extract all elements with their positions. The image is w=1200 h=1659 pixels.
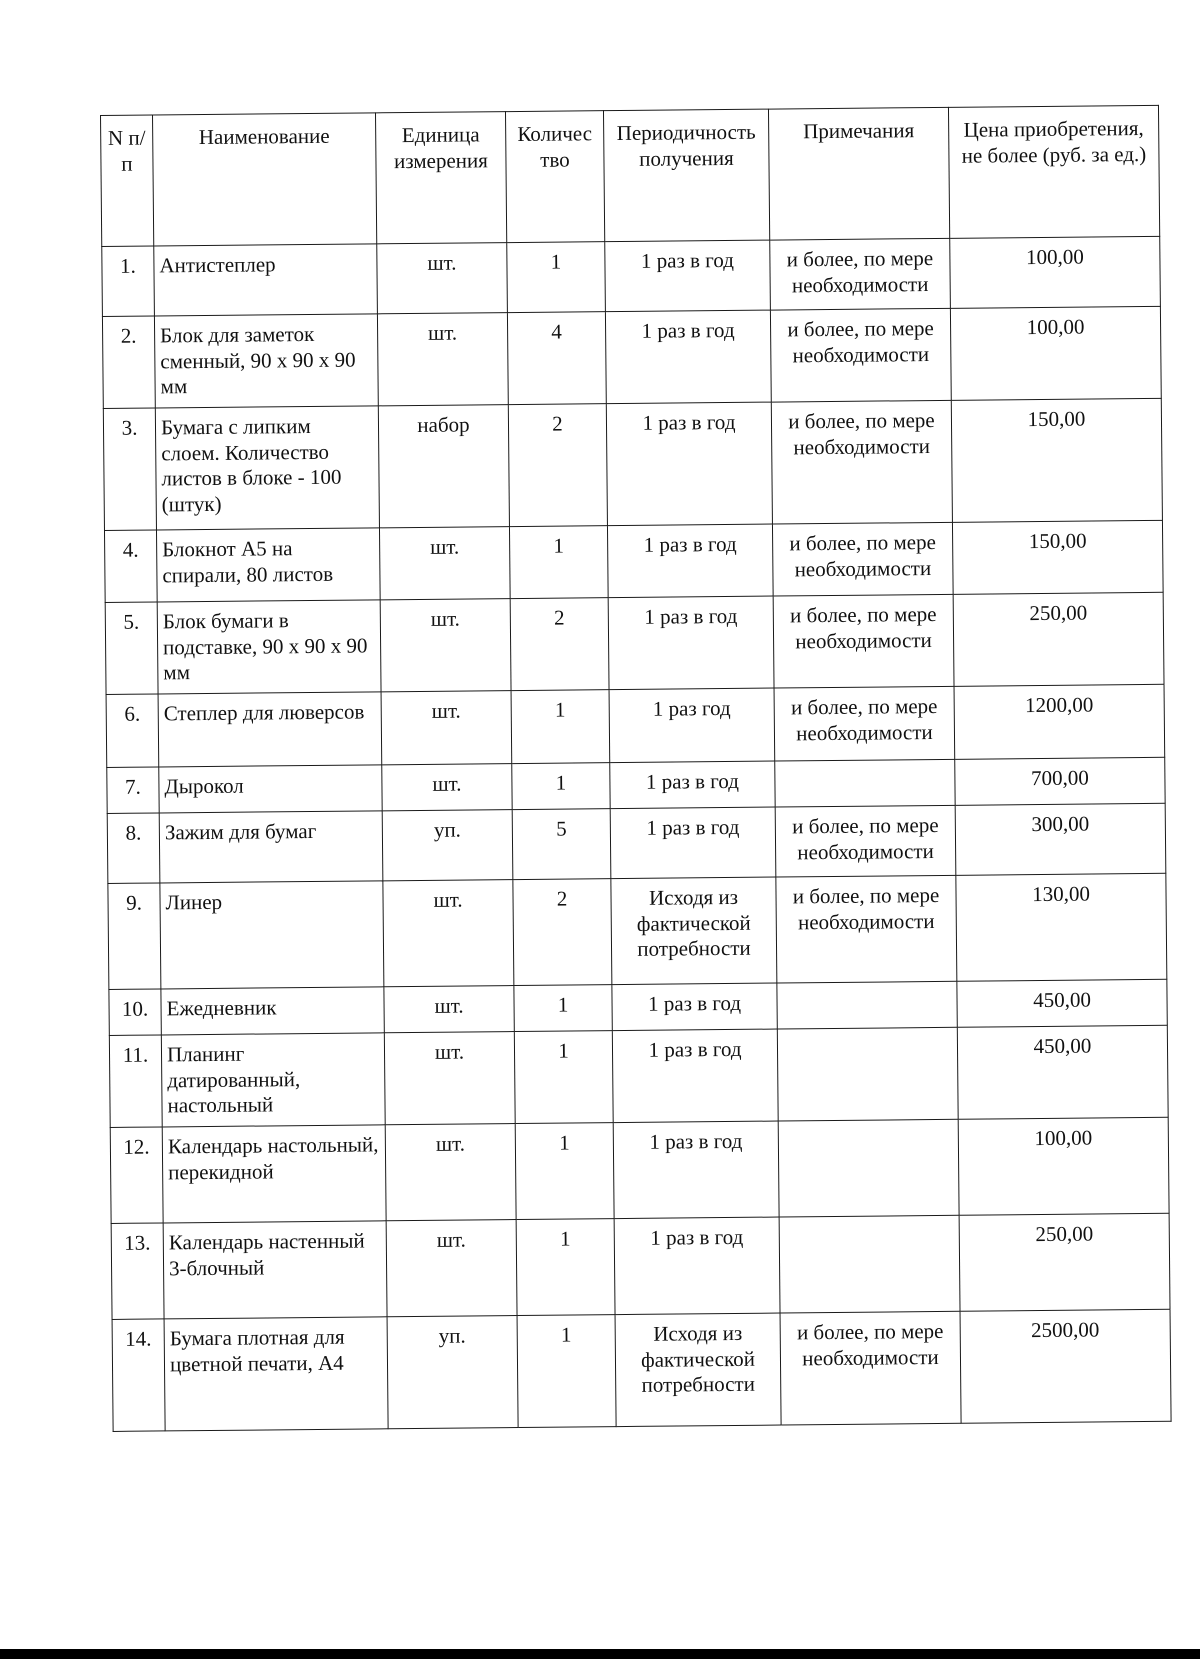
item-periodicity: 1 раз в год [605,310,771,404]
item-note: и более, по мере необходимости [774,686,955,761]
item-name: Планинг датированный, настольный [161,1033,385,1127]
item-periodicity: 1 раз в год [610,761,775,809]
item-quantity: 1 [511,690,610,764]
item-quantity: 1 [512,763,610,810]
header-unit: Единица измерения [375,112,506,244]
item-quantity: 1 [507,242,606,313]
item-periodicity: 1 раз в год [614,1217,780,1315]
item-unit: шт. [382,764,512,811]
item-periodicity: 1 раз в год [606,402,772,526]
item-periodicity: 1 раз в год [610,807,776,879]
item-quantity: 2 [508,404,607,527]
item-note: и более, по мере необходимости [776,875,957,983]
item-name: Дырокол [159,765,382,813]
header-quantity: Количес тво [505,111,604,243]
table-row [102,306,1161,408]
item-note: и более, по мере необходимости [772,522,953,596]
row-number: 1. [102,246,155,316]
table-row [106,684,1165,767]
item-periodicity: Исходя из фактической потребности [615,1313,781,1427]
row-number: 13. [111,1223,164,1319]
item-price: 700,00 [955,757,1165,805]
table-row [102,236,1161,316]
row-number: 14. [112,1319,165,1431]
row-number: 2. [102,316,155,408]
item-unit: шт. [383,880,514,987]
row-number: 10. [109,989,161,1035]
item-quantity: 1 [509,526,608,599]
item-price: 150,00 [952,520,1163,594]
header-number: N п/п [101,115,154,246]
scan-bottom-edge [0,1649,1200,1659]
table-row [104,520,1163,602]
item-price: 250,00 [953,592,1164,686]
item-periodicity: 1 раз год [609,688,775,763]
row-number: 12. [110,1127,163,1223]
item-price: 100,00 [958,1117,1169,1215]
item-note: и более, по мере необходимости [771,400,952,524]
item-name: Блок бумаги в подставке, 90 х 90 х 90 мм [157,600,381,694]
item-quantity: 1 [514,1031,613,1124]
table-row [111,1213,1170,1319]
item-quantity: 1 [517,1315,616,1428]
row-number: 5. [105,602,158,694]
item-name: Степлер для люверсов [158,692,382,767]
supplies-table [100,105,1172,1432]
header-periodicity: Периодичность получения [603,109,769,242]
row-number: 8. [107,813,160,883]
item-note: и более, по мере необходимости [770,238,951,310]
row-number: 3. [103,408,156,530]
item-price: 450,00 [957,1025,1168,1119]
item-name: Бумага с липким слоем. Количество листов в блоке - 100 (штук) [155,406,379,530]
header-price: Цена приобретения, не более (руб. за ед.) [948,105,1159,238]
item-price: 100,00 [950,306,1161,400]
item-quantity: 4 [507,312,606,405]
item-price: 100,00 [950,236,1161,308]
table-container [100,105,1171,1432]
item-name: Блокнот А5 на спирали, 80 листов [156,528,380,602]
table-row [105,592,1164,694]
item-periodicity: 1 раз в год [612,983,777,1031]
item-unit: шт. [384,986,514,1033]
item-name: Блок для заметок сменный, 90 х 90 х 90 мм [154,314,378,408]
item-unit: шт. [379,527,510,600]
row-number: 4. [104,530,157,602]
item-name: Ежедневник [161,987,384,1035]
item-unit: уп. [382,810,513,881]
item-price: 130,00 [956,873,1167,981]
item-name: Календарь настенный 3-блочный [163,1221,387,1319]
item-price: 300,00 [955,803,1166,875]
item-quantity: 1 [516,1219,615,1316]
item-periodicity: Исходя из фактической потребности [611,877,777,985]
item-periodicity: 1 раз в год [605,240,771,312]
item-unit: шт. [385,1124,516,1221]
table-row [107,803,1166,883]
row-number: 7. [107,767,159,813]
item-periodicity: 1 раз в год [612,1029,778,1123]
item-note [775,759,955,807]
item-name: Антистеплер [154,244,378,316]
header-notes: Примечания [768,107,949,240]
item-periodicity: 1 раз в год [608,596,774,690]
item-name: Зажим для бумаг [159,811,383,883]
item-unit: уп. [387,1316,518,1429]
row-number: 11. [109,1035,162,1127]
item-unit: шт. [377,243,508,314]
item-name: Календарь настольный, перекидной [162,1125,386,1223]
item-note: и более, по мере необходимости [770,308,951,402]
item-price: 250,00 [959,1213,1170,1311]
item-unit: шт. [377,313,508,406]
item-note [778,1119,959,1217]
item-quantity: 2 [510,598,609,691]
item-quantity: 2 [513,879,612,986]
item-note [777,981,957,1029]
header-name: Наименование [153,113,377,246]
item-periodicity: 1 раз в год [613,1121,779,1219]
table-row [109,1025,1168,1127]
item-periodicity: 1 раз в год [607,524,773,598]
table-header-row [101,105,1160,246]
table-row [110,1117,1169,1223]
item-note [779,1215,960,1313]
item-unit: шт. [384,1032,515,1125]
item-unit: набор [378,405,509,528]
table-row [103,398,1162,530]
item-unit: шт. [381,691,512,765]
row-number: 6. [106,694,159,767]
item-unit: шт. [380,599,511,692]
table-row [112,1309,1171,1431]
item-quantity: 1 [514,985,612,1032]
item-price: 1200,00 [954,684,1165,759]
item-price: 150,00 [951,398,1162,522]
item-name: Линер [160,881,384,989]
item-unit: шт. [386,1220,517,1317]
item-name: Бумага плотная для цветной печати, А4 [164,1317,388,1431]
item-price: 2500,00 [960,1309,1171,1423]
item-note: и более, по мере необходимости [775,805,956,877]
item-note [777,1027,958,1121]
row-number: 9. [108,883,161,989]
item-price: 450,00 [957,979,1167,1027]
item-quantity: 1 [515,1123,614,1220]
item-note: и более, по мере необходимости [780,1311,961,1425]
item-quantity: 5 [512,809,611,880]
table-row [108,873,1167,989]
item-note: и более, по мере необходимости [773,594,954,688]
